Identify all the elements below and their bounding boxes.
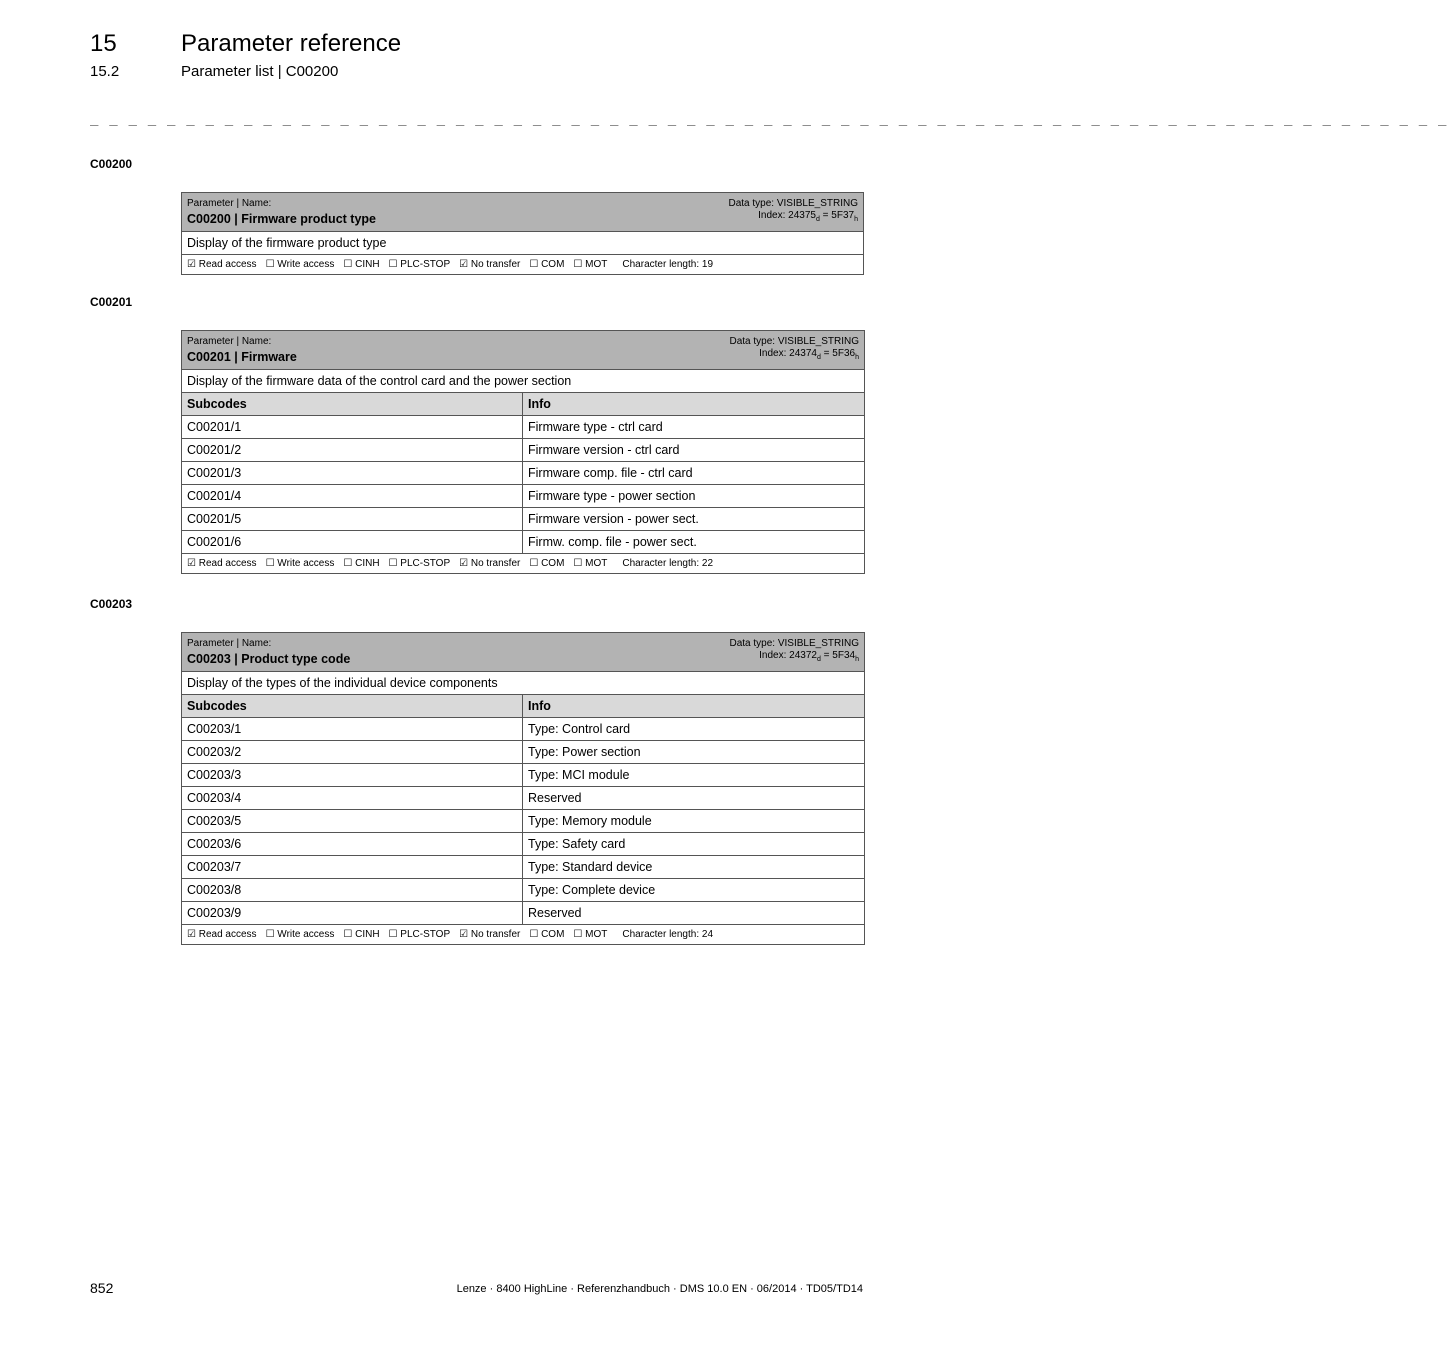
subcode-cell: C00201/2 [182,439,523,462]
subcode-cell: C00203/7 [182,856,523,879]
character-length: Character length: 19 [622,259,714,270]
read-access-flag: ☑ Read access [187,558,257,569]
cinh-flag: ☐ CINH [343,259,380,270]
header-divider: _ _ _ _ _ _ _ _ _ _ _ _ _ _ _ _ _ _ _ _ _ _ _ _ _ _ _ _ _ _ _ _ _ _ _ _ _ _ _ _ _ _ _ _ _ _ _ _ _ _ _ _ _ _ _ _ _ _ _ _ _ _ _ _ _ _ _ _ _ _ _ [90,110,1448,126]
table-row [182,462,865,485]
table-row [182,416,865,439]
subcode-cell: C00203/8 [182,879,523,902]
mot-flag: ☐ MOT [573,558,608,569]
plc-stop-flag: ☐ PLC-STOP [388,558,451,569]
table-row [182,531,865,554]
table-row [182,741,865,764]
info-cell: Type: MCI module [523,764,865,787]
info-cell: Reserved [523,902,865,925]
table-row [182,879,865,902]
info-column-header: Info [523,695,865,718]
info-cell: Firmware type - power section [523,485,865,508]
character-length: Character length: 22 [622,558,714,569]
subcodes-column-header: Subcodes [182,695,523,718]
table-row [182,833,865,856]
table-row [182,508,865,531]
access-flags [182,554,865,574]
param-index: Index: $24374_d = 5F36_h$ [759,348,859,361]
subcode-cell: C00203/1 [182,718,523,741]
access-flags [182,925,865,945]
table-row [182,856,865,879]
subcode-cell: C00201/3 [182,462,523,485]
com-flag: ☐ COM [529,558,565,569]
info-cell: Type: Memory module [523,810,865,833]
write-access-flag: ☐ Write access [265,929,335,940]
param-name-label: Parameter | Name: [187,336,272,347]
info-cell: Firmware comp. file - ctrl card [523,462,865,485]
write-access-flag: ☐ Write access [265,558,335,569]
subcode-cell: C00201/4 [182,485,523,508]
info-cell: Firmware version - ctrl card [523,439,865,462]
table-row [182,439,865,462]
param-table-c00201 [181,330,865,574]
read-access-flag: ☑ Read access [187,929,257,940]
section-title: Parameter list | C00200 [181,63,339,80]
param-table-c00203 [181,632,865,945]
param-description: Display of the firmware data of the control card and the power section [182,370,865,393]
mot-flag: ☐ MOT [573,259,608,270]
subcode-cell: C00203/4 [182,787,523,810]
subcode-cell: C00203/6 [182,833,523,856]
subcode-cell: C00201/1 [182,416,523,439]
info-cell: Firmware type - ctrl card [523,416,865,439]
com-flag: ☐ COM [529,929,565,940]
param-name: C00200 | Firmware product type [187,212,376,226]
section-number: 15.2 [90,63,120,80]
param-heading: C00203 [90,597,133,611]
subcodes-column-header: Subcodes [182,393,523,416]
no-transfer-flag: ☑ No transfer [459,929,521,940]
no-transfer-flag: ☑ No transfer [459,558,521,569]
access-flags [182,255,864,275]
info-cell: Firmw. comp. file - power sect. [523,531,865,554]
data-type: Data type: VISIBLE_STRING [729,336,859,347]
footer-text: Lenze · 8400 HighLine · Referenzhandbuch · DMS 10.0 EN · 06/2014 · TD05/TD14 [456,1283,863,1295]
data-type: Data type: VISIBLE_STRING [729,638,859,649]
info-cell: Type: Control card [523,718,865,741]
chapter-title: Parameter reference [181,30,402,57]
table-row [182,810,865,833]
param-name: C00201 | Firmware [187,350,297,364]
param-name-label: Parameter | Name: [187,638,272,649]
chapter-number: 15 [90,30,117,57]
mot-flag: ☐ MOT [573,929,608,940]
subcode-cell: C00203/5 [182,810,523,833]
page-number: 852 [90,1280,114,1296]
param-description: Display of the firmware product type [182,232,864,255]
subcode-cell: C00203/2 [182,741,523,764]
info-cell: Type: Power section [523,741,865,764]
subcode-cell: C00203/3 [182,764,523,787]
cinh-flag: ☐ CINH [343,929,380,940]
cinh-flag: ☐ CINH [343,558,380,569]
info-cell: Firmware version - power sect. [523,508,865,531]
plc-stop-flag: ☐ PLC-STOP [388,929,451,940]
info-cell: Type: Safety card [523,833,865,856]
subcode-cell: C00201/6 [182,531,523,554]
table-row [182,485,865,508]
param-index: Index: $24375_d = 5F37_h$ [758,210,858,223]
param-table-c00200 [181,192,864,275]
character-length: Character length: 24 [622,929,714,940]
data-type: Data type: VISIBLE_STRING [728,198,858,209]
param-name: C00203 | Product type code [187,652,351,666]
param-heading: C00201 [90,295,133,309]
read-access-flag: ☑ Read access [187,259,257,270]
write-access-flag: ☐ Write access [265,259,335,270]
info-cell: Reserved [523,787,865,810]
table-row [182,787,865,810]
subcode-cell: C00201/5 [182,508,523,531]
param-heading: C00200 [90,157,133,171]
param-description: Display of the types of the individual device components [182,672,865,695]
param-index: Index: $24372_d = 5F34_h$ [759,650,859,663]
com-flag: ☐ COM [529,259,565,270]
info-cell: Type: Standard device [523,856,865,879]
no-transfer-flag: ☑ No transfer [459,259,521,270]
table-row [182,902,865,925]
param-name-label: Parameter | Name: [187,198,272,209]
plc-stop-flag: ☐ PLC-STOP [388,259,451,270]
info-column-header: Info [523,393,865,416]
info-cell: Type: Complete device [523,879,865,902]
table-row [182,718,865,741]
table-row [182,764,865,787]
subcode-cell: C00203/9 [182,902,523,925]
